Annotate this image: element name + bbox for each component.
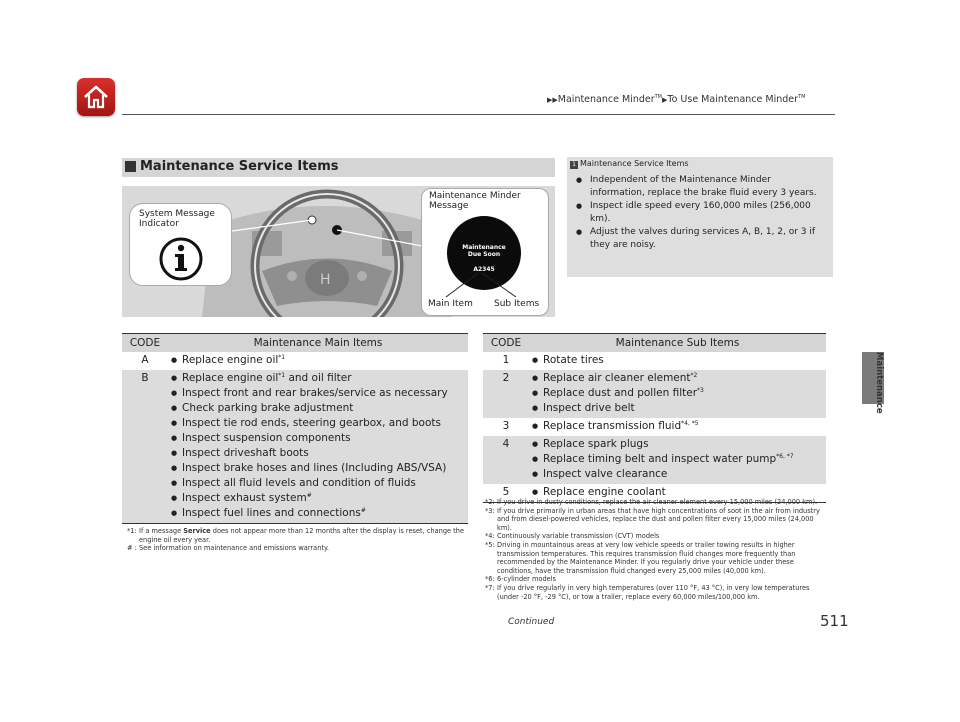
list-item: ● Inspect driveshaft boots <box>168 446 468 461</box>
list-item: ● Independent of the Maintenance Minder information, replace the brake fluid every 3 years. <box>576 174 824 200</box>
section-marker-icon <box>125 161 136 172</box>
maintenance-minder-label: Maintenance Minder Message <box>429 191 521 211</box>
display-code: A2345 <box>473 266 495 273</box>
items-cell <box>529 436 826 484</box>
items-cell <box>168 352 468 370</box>
column-header-code: CODE <box>483 334 529 352</box>
section-title: Maintenance Service Items <box>140 159 339 174</box>
section-heading <box>122 158 555 177</box>
breadcrumb-arrow-icon: ▶▶ <box>547 96 558 105</box>
list-item: ● Replace timing belt and inspect water pump$^{*6, *7}$ <box>529 452 826 467</box>
column-header-code: CODE <box>122 334 168 352</box>
list-item: ● Inspect brake hoses and lines (Including ABS/VSA) <box>168 461 468 476</box>
trademark: TM <box>654 94 662 100</box>
breadcrumb <box>547 94 805 105</box>
main-items-table <box>122 333 468 524</box>
maintenance-minder-callout <box>421 188 549 316</box>
list-item: ● Replace engine oil$^{*1}$ <box>168 353 468 368</box>
list-item: ● Check parking brake adjustment <box>168 401 468 416</box>
list-item: ● Inspect all fluid levels and condition of fluids <box>168 476 468 491</box>
continued-label: Continued <box>508 617 555 627</box>
home-icon <box>82 83 110 111</box>
footnote: *7: If you drive regularly in very high temperatures (over 110 °F, 43 °C), in very low temperatures (under -20 °F, -29 °C), or tow a trailer, replace every 60,000 miles/100,000 km. <box>485 583 810 601</box>
system-message-indicator-callout <box>129 203 232 286</box>
display-message: Maintenance Due Soon <box>462 244 506 258</box>
column-header-items: Maintenance Sub Items <box>529 334 826 352</box>
side-note <box>567 157 833 277</box>
page-number: 511 <box>820 612 849 630</box>
chapter-tab-label: Maintenance <box>874 352 884 414</box>
list-item: ● Inspect exhaust system# <box>168 491 468 506</box>
main-item-label: Main Item <box>428 299 473 309</box>
system-message-label: System Message Indicator <box>139 209 215 229</box>
code-cell: 3 <box>502 419 510 432</box>
list-item: ● Inspect fuel lines and connections# <box>168 506 468 521</box>
side-note-list <box>576 174 824 252</box>
header-divider <box>122 114 835 115</box>
sub-items-table <box>483 333 826 503</box>
footnote: *5: Driving in mountainous areas at very low vehicle speeds or trailer towing results in higher transmission temperatures. This requires transmission fluid changes more frequently than recommended by the Maintenance Minder. If you regularly drive your vehicle under these conditions, have the transmission fluid changed every 25,000 miles (40,000 km). <box>485 540 796 575</box>
column-header-items: Maintenance Main Items <box>168 334 468 352</box>
breadcrumb-arrow-icon: ▶ <box>662 96 668 105</box>
footnote-text: If a message Service does not appear more than 12 months after the display is reset, change the engine oil every year. <box>139 527 465 544</box>
footnote-key: # : <box>127 544 137 553</box>
sub-items-label: Sub Items <box>494 299 540 309</box>
home-button[interactable] <box>77 78 115 116</box>
footnotes-sub <box>485 498 825 601</box>
items-cell <box>529 352 826 370</box>
code-cell: B <box>122 370 168 524</box>
table-header-row <box>483 334 826 352</box>
footnote <box>127 544 467 553</box>
footnote: *2: If you drive in dusty conditions, replace the air cleaner element every 15,000 miles (24,000 km). <box>485 498 818 506</box>
list-item: ● Replace air cleaner element$^{*2}$ <box>529 371 826 386</box>
callout-leader-lines <box>422 189 550 317</box>
list-item: ● Replace dust and pollen filter$^{*3}$ <box>529 386 826 401</box>
list-item: ● Rotate tires <box>529 353 826 368</box>
info-icon <box>159 237 203 281</box>
list-item: ● Replace engine coolant <box>529 485 826 500</box>
table-row <box>483 352 826 370</box>
table-row <box>483 370 826 418</box>
list-item: ● Replace engine oil$^{*1}$ and oil filter <box>168 371 468 386</box>
footnote-text: See information on maintenance and emissions warranty. <box>139 544 330 553</box>
footnote-key: *1: <box>127 527 137 535</box>
table-row <box>122 370 468 524</box>
list-item: ● Inspect front and rear brakes/service as necessary <box>168 386 468 401</box>
items-cell <box>168 370 468 524</box>
list-item: ● Inspect valve clearance <box>529 467 826 482</box>
side-note-heading <box>570 159 689 169</box>
table-row <box>483 436 826 484</box>
list-item: ● Inspect tie rod ends, steering gearbox, and boots <box>168 416 468 431</box>
list-item: ● Inspect suspension components <box>168 431 468 446</box>
table-header-row <box>122 334 468 352</box>
footnote: *4: Continuously variable transmission (CVT) models <box>485 532 660 541</box>
code-cell: 1 <box>502 353 510 366</box>
items-cell <box>529 418 826 436</box>
breadcrumb-item[interactable]: To Use Maintenance Minder <box>667 94 799 106</box>
list-item: ● Replace transmission fluid$^{*4, *5}$ <box>529 419 826 434</box>
side-note-title: Maintenance Service Items <box>580 159 689 168</box>
code-cell: 2 <box>483 370 529 418</box>
table-row <box>483 418 826 436</box>
note-number: 1 <box>570 161 578 169</box>
trademark: TM <box>798 94 806 100</box>
code-cell: 4 <box>483 436 529 484</box>
list-item: ● Inspect idle speed every 160,000 miles (256,000 km). <box>576 200 824 226</box>
footnote: *3: If you drive primarily in urban areas that have high concentrations of soot in the air from industry and from diesel-powered vehicles, replace the dust and pollen filter every 15,000 miles (24,000 km). <box>485 506 820 532</box>
footnote: *6: 6-cylinder models <box>485 575 556 584</box>
list-item: ● Replace spark plugs <box>529 437 826 452</box>
items-cell <box>529 370 826 418</box>
code-cell: A <box>141 353 149 366</box>
footnotes-main <box>127 527 467 553</box>
list-item: ● Inspect drive belt <box>529 401 826 416</box>
list-item: ● Adjust the valves during services A, B, 1, 2, or 3 if they are noisy. <box>576 226 824 252</box>
svg-text:H: H <box>320 272 331 288</box>
code-cell: 5 <box>483 484 529 503</box>
footnote <box>127 527 467 544</box>
breadcrumb-item[interactable]: Maintenance Minder <box>557 94 655 106</box>
table-row <box>122 352 468 370</box>
